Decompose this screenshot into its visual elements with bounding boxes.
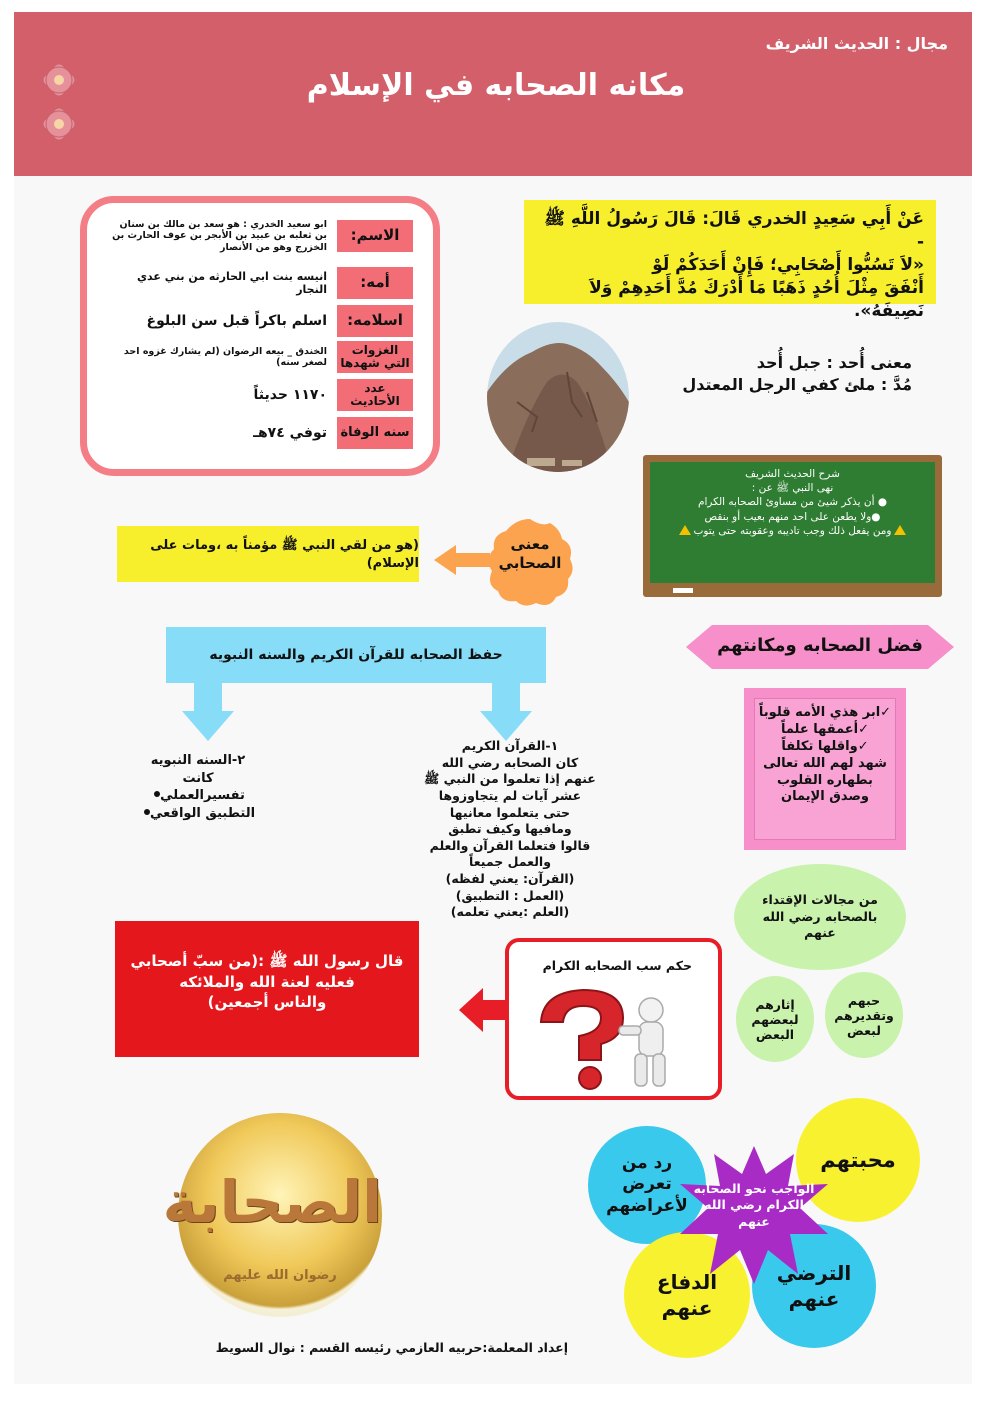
ruling-line: فعليه لعنة الله والملائكه bbox=[179, 972, 355, 991]
info-value: ابو سعيد الخدري : هو سعد بن مالك بن سنان بن ثعلبه بن عبيد بن الأبجر بن عوف الحارث بن الخزرج وهو من الأنصار bbox=[112, 219, 327, 253]
info-row-hadith-count bbox=[105, 379, 413, 411]
quran-line: (العلم :يعني تعلمه) bbox=[450, 904, 570, 920]
blob-line: معنى bbox=[510, 535, 550, 553]
chalk-icon bbox=[673, 588, 693, 593]
info-value: اسلم باكراً قبل سن البلوغ bbox=[146, 312, 327, 329]
virtue-title: فضل الصحابه ومكانتهم bbox=[717, 635, 923, 656]
virtue-line: شهد لهم الله تعالى bbox=[763, 755, 887, 771]
companion-definition-box: (هو من لقي النبي ﷺ مؤمناً به ،ومات على الإسلام) bbox=[117, 526, 419, 582]
quran-line: ١-القرآن الكريم bbox=[461, 738, 559, 753]
virtue-line: ✓أعمقها علماً bbox=[780, 721, 870, 737]
info-row-name bbox=[105, 219, 413, 253]
virtue-line: وصدق الإيمان bbox=[780, 789, 869, 805]
board-point: ومن يفعل ذلك وجب تاديبه وعقوبته حتى يتوب bbox=[693, 524, 892, 537]
emulation-examples-bubble: من مجالات الإقتداء بالصحابه رضي الله عنهم bbox=[734, 864, 906, 970]
quran-line: عنهم إذا تعلموا من النبي ﷺ bbox=[424, 771, 596, 787]
arrow-left-icon bbox=[434, 545, 490, 575]
quran-line: (العمل : التطبيق) bbox=[455, 887, 565, 903]
info-value: الخندق _ بيعه الرضوان (لم يشارك غزوه احد لصغر سنه) bbox=[123, 345, 327, 368]
info-row-death bbox=[105, 417, 413, 449]
explanation-chalkboard bbox=[643, 455, 942, 597]
mount-uhud-image bbox=[487, 322, 629, 472]
duty-defend-honor: رد من تعرض لأعراضهم bbox=[588, 1126, 706, 1244]
duty-center-label: الواجب نحو الصحابه الكرام رضي الله عنهم bbox=[693, 1181, 815, 1229]
arrow-left-red-icon bbox=[459, 988, 509, 1032]
board-point: أن يذكر شيئ من مساوئ الصحابه الكرام bbox=[697, 496, 875, 509]
vocabulary-line: مُدَّ : ملئ كفي الرجل المعتدل bbox=[682, 374, 912, 394]
vocabulary-line: معنى أُحد : جبل أُحد bbox=[756, 353, 912, 372]
ruling-hadith-box bbox=[115, 921, 419, 1057]
virtue-line: ✓ابر هذي الأمه قلوباً bbox=[758, 705, 892, 720]
info-row-mother bbox=[105, 267, 413, 299]
sunnah-point: التطبيق الواقعي bbox=[149, 805, 256, 821]
board-point: ولا يطعن على احد منهم بعيب أو بنقص bbox=[704, 510, 872, 523]
footer-credit: إعداد المعلمة:حربيه العازمي رئيسه القسم : نوال السويط bbox=[215, 1340, 568, 1355]
warning-icon bbox=[679, 525, 691, 535]
hadith-box bbox=[524, 200, 936, 321]
duty-love: محبتهم bbox=[796, 1098, 920, 1222]
quran-line: والعمل جميعاً bbox=[469, 854, 551, 870]
virtue-line: ✓واقلها تكلفاً bbox=[781, 738, 869, 754]
chalkboard-surface bbox=[650, 462, 935, 583]
example-bubble-altruism: إثارهم لبعضهم البعض bbox=[736, 976, 814, 1062]
sunnah-sub: كانت bbox=[182, 770, 214, 786]
info-label: اسلامه: bbox=[337, 305, 413, 337]
quran-line: كان الصحابه رضي الله bbox=[441, 754, 579, 770]
sunnah-memorization-text bbox=[118, 752, 278, 822]
arrow-down-icon bbox=[182, 683, 234, 741]
emblem-calligraphy: الصحابة bbox=[162, 1168, 382, 1236]
info-label: عدد الأحاديث bbox=[337, 379, 413, 411]
info-label: سنه الوفاة bbox=[337, 417, 413, 449]
page-title: مكانه الصحابه في الإسلام bbox=[306, 68, 686, 103]
virtue-line: بطهاره القلوب bbox=[777, 772, 873, 788]
emblem-subtitle: رضوان الله عليهم bbox=[223, 1268, 337, 1283]
info-row-battles bbox=[105, 341, 413, 373]
duty-pray: الترضي عنهم bbox=[752, 1224, 876, 1348]
ruling-line: والناس أجمعين) bbox=[207, 993, 327, 1012]
info-label: أمه: bbox=[337, 267, 413, 299]
bullet-icon: ● bbox=[874, 496, 888, 509]
arrow-down-icon bbox=[480, 683, 532, 741]
board-subtitle: نهى النبي ﷺ عن : bbox=[751, 482, 834, 495]
hadith-line: أَنْفَقَ مِثْلَ أُحُدٍ ذَهَبًا مَا أَدْرَكَ مُدَّ أَحَدِهِمْ وَلاَ نَصِيفَهُ». bbox=[589, 277, 924, 321]
duty-defend: الدفاع عنهم bbox=[624, 1232, 750, 1358]
info-row-islam bbox=[105, 305, 413, 337]
quran-line: عشر آيات لم يتجاوزوها bbox=[438, 787, 582, 803]
vocabulary-meanings bbox=[682, 352, 912, 395]
hadith-line: «لاَ تَسُبُّوا أَصْحَابِي؛ فَإِنْ أَحَدَكُمْ لَوْ bbox=[652, 254, 924, 275]
narrator-info-card bbox=[80, 196, 440, 476]
memorization-banner: حفظ الصحابه للقرآن الكريم والسنه النبويه bbox=[166, 627, 546, 683]
ruling-box bbox=[505, 938, 722, 1100]
quran-line: حتى يتعلموا معانيها bbox=[449, 804, 571, 820]
ruling-title: حكم سب الصحابه الكرام bbox=[542, 958, 692, 973]
quran-line: (القرآن: يعني لفظه) bbox=[445, 871, 575, 886]
info-value: انيسه بنت ابي الحارثه من بني عدي النجار bbox=[136, 269, 327, 296]
ruling-line: قال رسول الله ﷺ :(من سبّ أصحابي bbox=[130, 952, 404, 970]
hadith-line: عَنْ أَبِي سَعِيدٍ الخدري قَالَ: قَالَ رَسُولُ اللَّهِ ﷺ - bbox=[544, 209, 924, 252]
info-value: ١١٧٠ حديثاً bbox=[253, 386, 327, 403]
blob-line: الصحابي bbox=[498, 553, 562, 572]
virtue-box bbox=[744, 688, 906, 850]
info-label: الاسم: bbox=[337, 220, 413, 252]
domain-label: مجال : الحديث الشريف bbox=[765, 34, 948, 53]
warning-icon bbox=[894, 525, 906, 535]
info-value: توفي ٧٤هـ bbox=[253, 424, 327, 441]
quran-line: ومافيها وكيف تطبق bbox=[448, 821, 572, 837]
example-bubble-love: حبهم وتقديرهم لبعض bbox=[825, 972, 903, 1058]
virtue-list bbox=[754, 698, 896, 840]
quran-memorization-text bbox=[420, 738, 600, 921]
info-label: الغزوات التي شهدها bbox=[337, 341, 413, 373]
sunnah-point: تفسيرالعملي bbox=[160, 788, 245, 804]
board-title: شرح الحديث الشريف bbox=[745, 468, 840, 480]
question-mark-figure-icon bbox=[523, 982, 703, 1094]
bullet-icon: ● bbox=[871, 510, 881, 523]
sunnah-title: ٢-السنه النبويه bbox=[150, 753, 246, 768]
quran-line: قالوا فتعلما القرآن والعلم bbox=[429, 837, 591, 853]
companion-meaning-label bbox=[484, 535, 576, 573]
